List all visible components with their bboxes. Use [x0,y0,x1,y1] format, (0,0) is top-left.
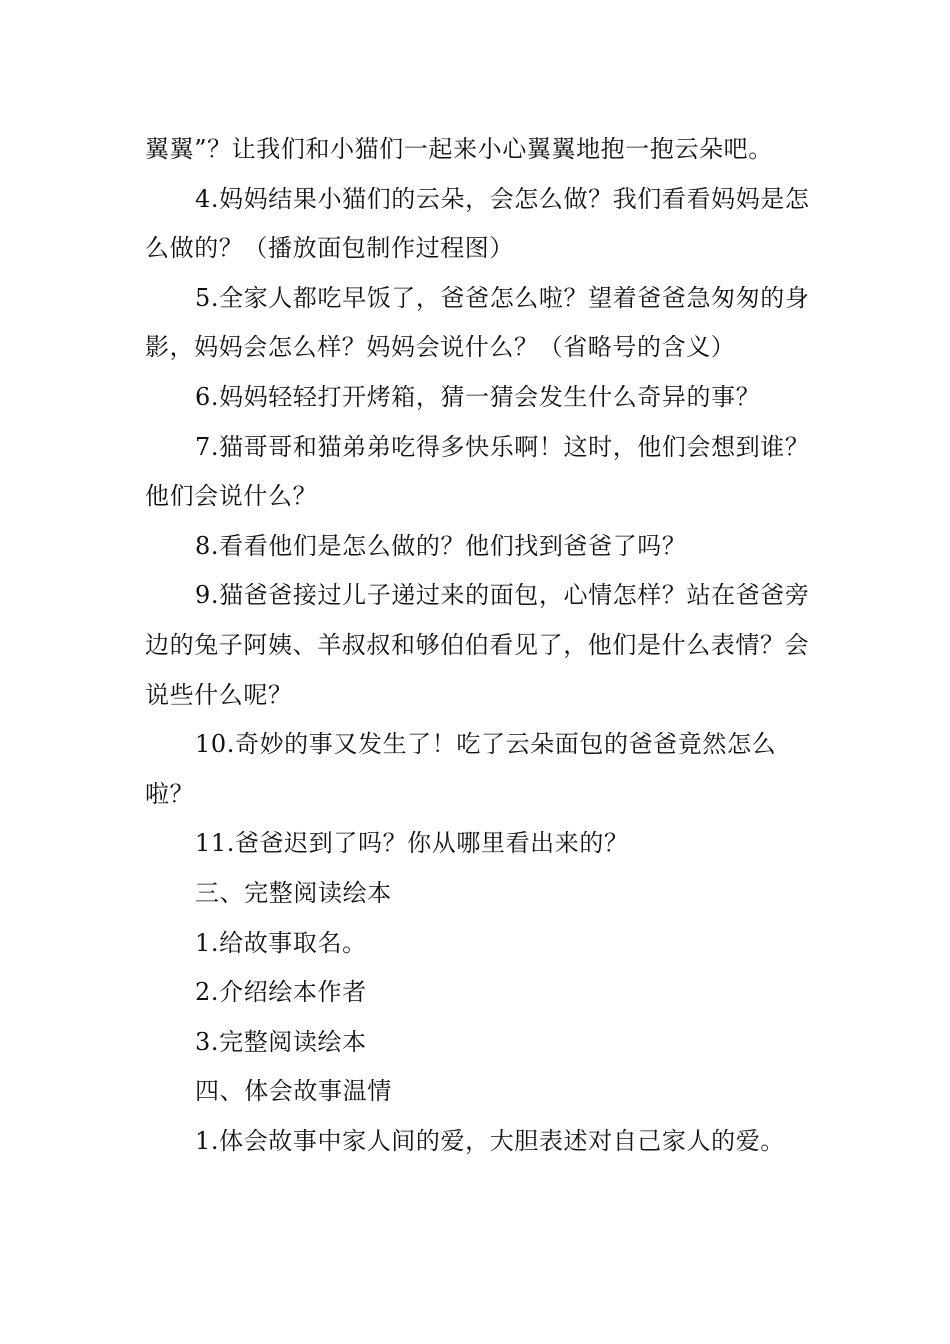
paragraph-question-5: 5.全家人都吃早饭了，爸爸怎么啦？望着爸爸急匆匆的身影，妈妈会怎么样？妈妈会说什么？（省略号的含义） [145,283,810,362]
paragraph-question-7: 7.猫哥哥和猫弟弟吃得多快乐啊！这时，他们会想到谁？他们会说什么？ [145,432,810,511]
paragraph-continuation: 翼翼”？让我们和小猫们一起来小心翼翼地抱一抱云朵吧。 [145,135,773,163]
paragraph-question-9: 9.猫爸爸接过儿子递过来的面包，心情怎样？站在爸爸旁边的兔子阿姨、羊叔叔和够伯伯看见了，他们是什么表情？会说些什么呢？ [145,581,810,709]
paragraph-step-1: 1.给故事取名。 [195,928,367,957]
paragraph-feeling-1: 1.体会故事中家人间的爱，大胆表述对自己家人的爱。 [195,1126,785,1155]
paragraph-question-4: 4.妈妈结果小猫们的云朵，会怎么做？我们看看妈妈是怎么做的？（播放面包制作过程图） [145,184,810,263]
paragraph-step-3: 3.完整阅读绘本 [195,1027,367,1056]
paragraph-question-10: 10.奇妙的事又发生了！吃了云朵面包的爸爸竟然怎么啦？ [145,730,777,808]
section-heading-4: 四、体会故事温情 [195,1077,392,1106]
section-heading-3: 三、完整阅读绘本 [195,878,392,907]
paragraph-step-2: 2.介绍绘本作者 [195,978,367,1007]
paragraph-question-11: 11.爸爸迟到了吗？你从哪里看出来的？ [195,829,629,858]
paragraph-question-6: 6.妈妈轻轻打开烤箱，猜一猜会发生什么奇异的事？ [195,382,761,411]
paragraph-question-8: 8.看看他们是怎么做的？他们找到爸爸了吗？ [195,531,687,560]
document-body [145,125,810,1166]
